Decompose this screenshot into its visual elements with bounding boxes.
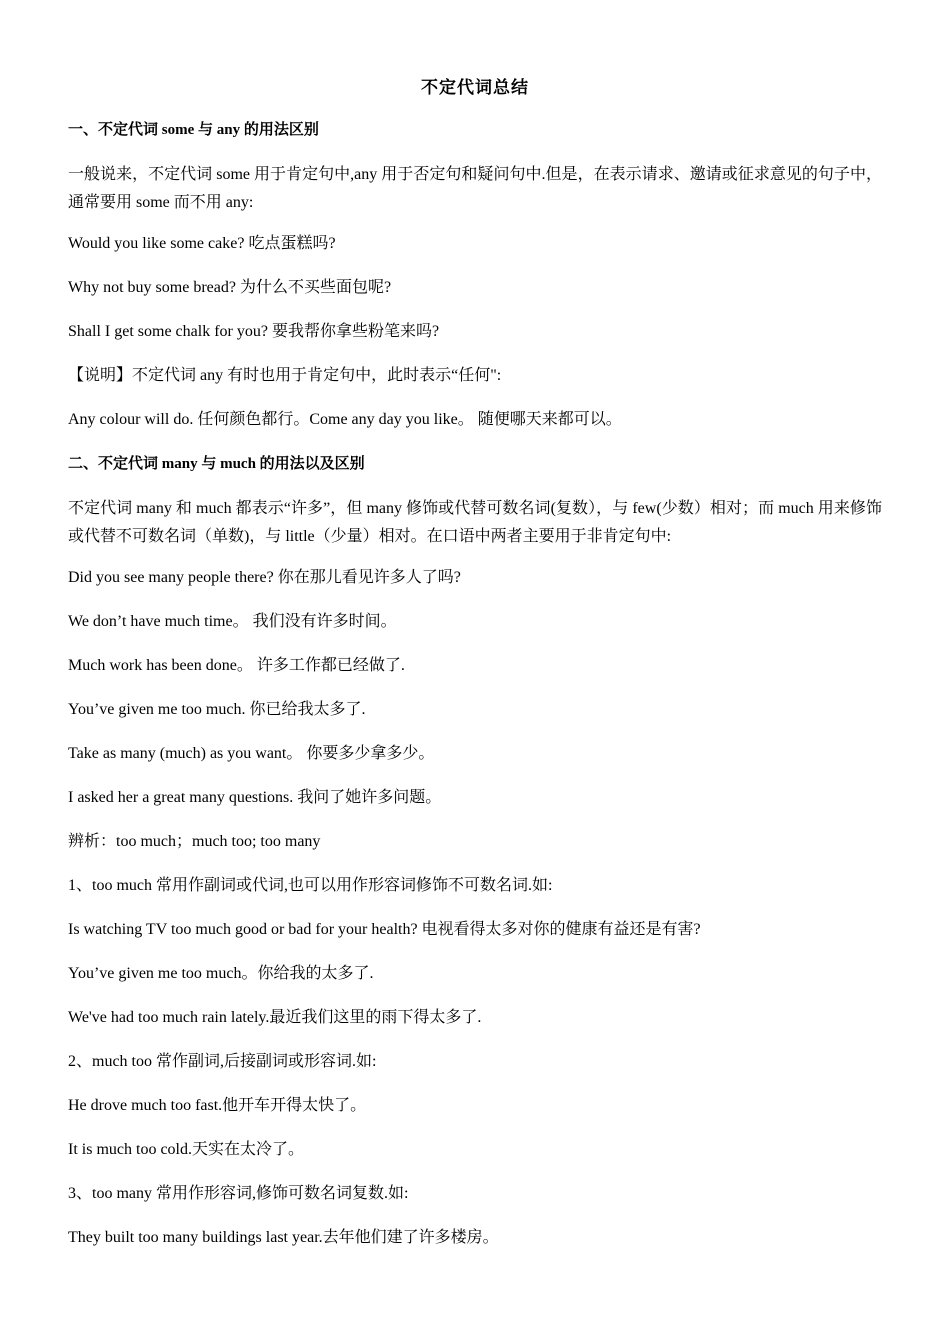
section1-intro: 一般说来，不定代词 some 用于肯定句中,any 用于否定句和疑问句中.但是，在表示请求、邀请或征求意见的句子中，通常要用 some 而不用 any: bbox=[68, 166, 882, 211]
section-heading-some-any: 一、不定代词 some 与 any 的用法区别 bbox=[68, 122, 319, 138]
note-line: 【说明】不定代词 any 有时也用于肯定句中，此时表示“任何": bbox=[68, 367, 502, 384]
example-line: Much work has been done。 许多工作都已经做了. bbox=[68, 657, 405, 674]
section-heading-many-much: 二、不定代词 many 与 much 的用法以及区别 bbox=[68, 456, 365, 472]
example-line: We don’t have much time。 我们没有许多时间。 bbox=[68, 613, 397, 630]
example-line: I asked her a great many questions. 我问了她许多问题。 bbox=[68, 789, 442, 806]
example-line: Did you see many people there? 你在那儿看见许多人了吗? bbox=[68, 569, 461, 586]
section2-intro: 不定代词 many 和 much 都表示“许多”，但 many 修饰或代替可数名词(复数），与 few(少数）相对；而 much 用来修饰或代替不可数名词（单数)，与 little（少量）相对。在口语中两者主要用于非肯定句中: bbox=[68, 500, 882, 545]
example-line: You’ve given me too much. 你已给我太多了. bbox=[68, 701, 366, 718]
example-line: He drove much too fast.他开车开得太快了。 bbox=[68, 1097, 367, 1114]
example-line: Take as many (much) as you want。 你要多少拿多少。 bbox=[68, 745, 435, 762]
document-title: 不定代词总结 bbox=[421, 78, 529, 97]
point-line: 3、too many 常用作形容词,修饰可数名词复数.如: bbox=[68, 1185, 409, 1202]
point-line: 1、too much 常用作副词或代词,也可以用作形容词修饰不可数名词.如: bbox=[68, 877, 553, 894]
point-line: 2、much too 常作副词,后接副词或形容词.如: bbox=[68, 1053, 377, 1070]
example-line: You’ve given me too much。你给我的太多了. bbox=[68, 965, 374, 982]
analysis-line: 辨析：too much；much too; too many bbox=[68, 833, 321, 850]
example-line: It is much too cold.天实在太冷了。 bbox=[68, 1141, 304, 1158]
example-line: Shall I get some chalk for you? 要我帮你拿些粉笔来吗? bbox=[68, 323, 440, 340]
example-line: Is watching TV too much good or bad for your health? 电视看得太多对你的健康有益还是有害? bbox=[68, 921, 701, 938]
example-line: We've had too much rain lately.最近我们这里的雨下得太多了. bbox=[68, 1009, 482, 1026]
example-line: Would you like some cake? 吃点蛋糕吗? bbox=[68, 235, 336, 252]
example-line: Any colour will do. 任何颜色都行。Come any day you like。 随便哪天来都可以。 bbox=[68, 411, 622, 428]
example-line: They built too many buildings last year.去年他们建了许多楼房。 bbox=[68, 1229, 499, 1246]
example-line: Why not buy some bread? 为什么不买些面包呢? bbox=[68, 279, 392, 296]
